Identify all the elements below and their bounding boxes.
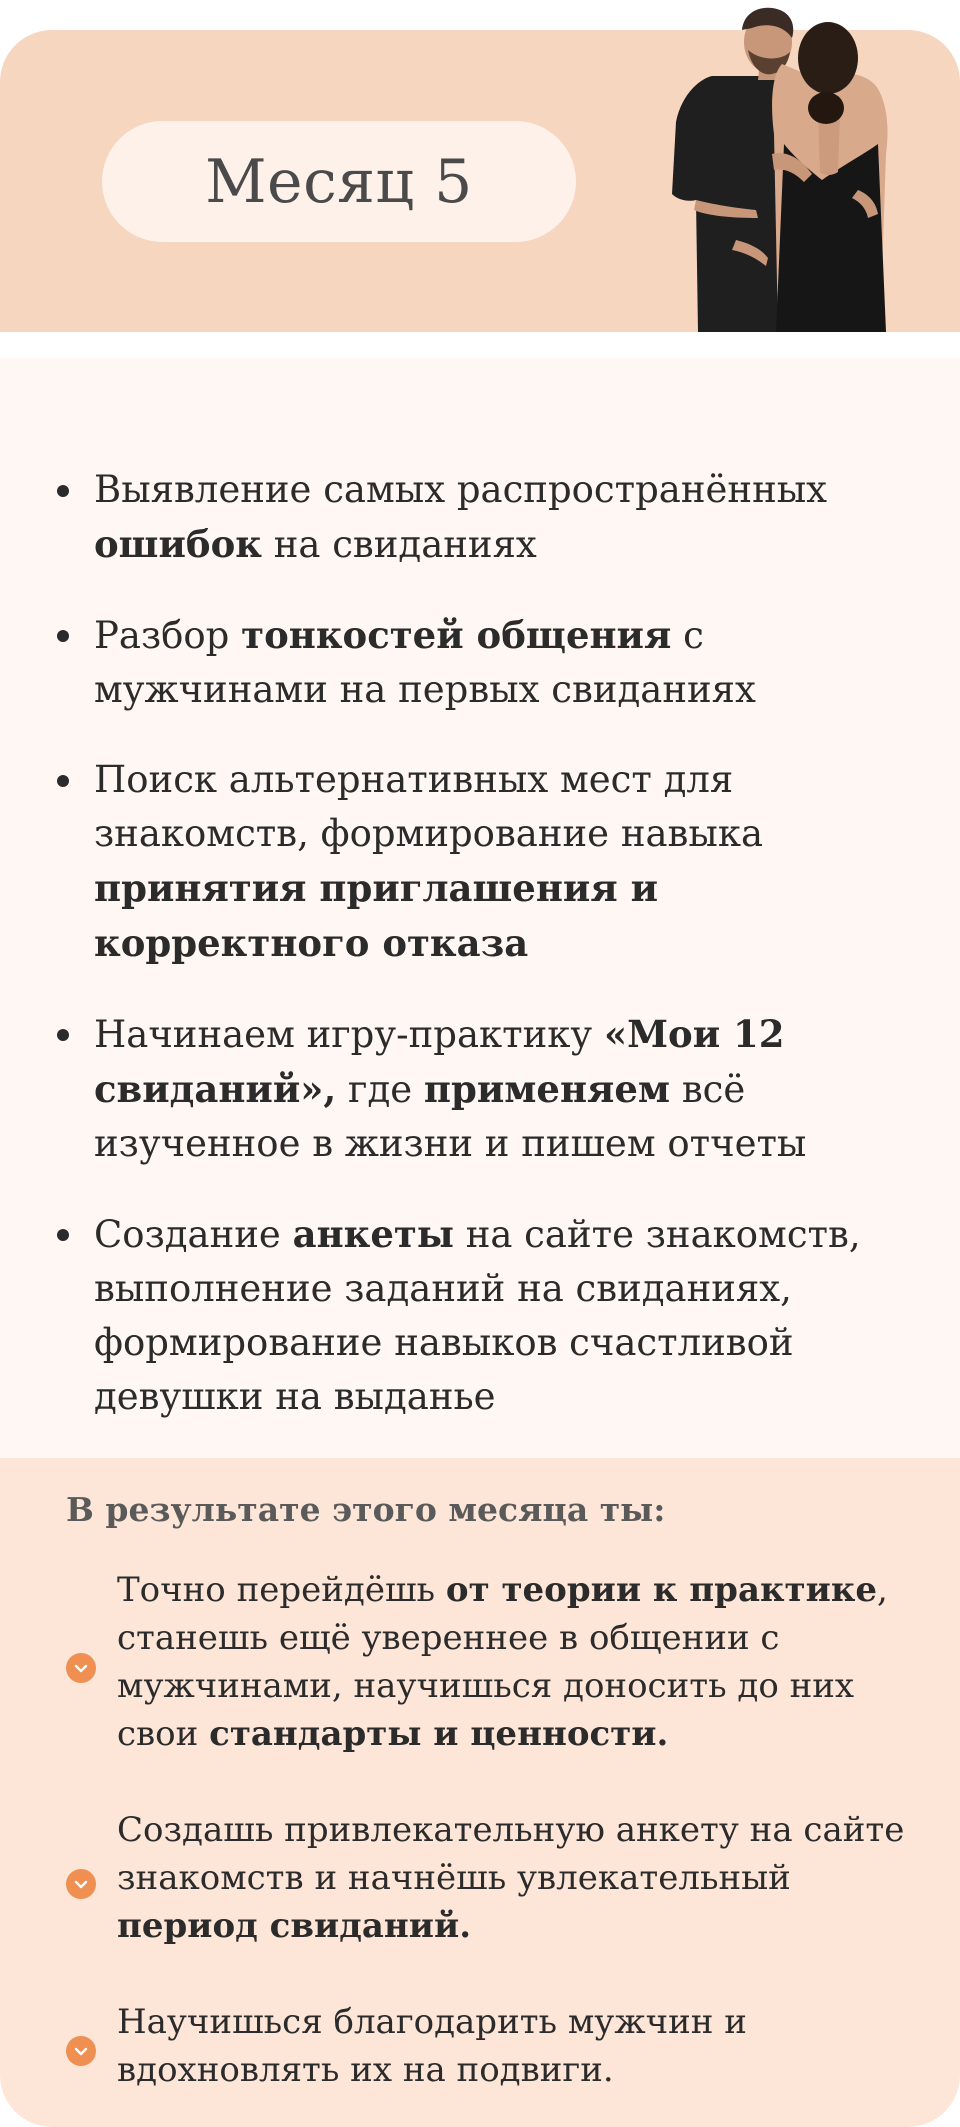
text-run: Научишься благодарить мужчин и вдохновлять их на подвиги. [117,2002,747,2090]
emphasis-text: «Мои 12 свиданий», [94,1012,785,1111]
month-title: Месяц 5 [205,146,473,217]
results-heading: В результате этого месяца ты: [66,1490,666,1529]
topics-section [0,358,960,1458]
text-run: Создание [94,1213,293,1256]
emphasis-text: тонкостей общения [241,613,672,657]
bullet-icon [57,1029,69,1041]
text-run: Начинаем игру-практику [94,1013,604,1056]
text-run: с мужчинами на первых свиданиях [94,614,756,711]
emphasis-text: анкеты [292,1212,454,1256]
emphasis-text: применяем [423,1067,671,1111]
month-header [0,30,960,332]
text-run: на сайте знакомств, выполнение заданий на свиданиях, формирование навыков счастливой девушки на выданье [94,1213,861,1418]
topic-item [0,1207,960,1424]
text-run: Создашь привлекательную анкету на сайте знакомств и начнёшь увлекательный [117,1810,905,1898]
emphasis-text: от теории к практике [445,1570,877,1610]
emphasis-text: стандарты и ценности. [209,1714,669,1754]
bullet-icon [57,630,69,642]
topic-item [0,608,960,717]
text-run: Поиск альтернативных мест для знакомств, формирование навыка [94,758,763,855]
month-title-pill [102,121,576,242]
woman-figure [772,22,888,332]
text-run: на свиданиях [261,523,537,566]
text-run: всё изученное в жизни и пишем отчеты [94,1068,807,1165]
emphasis-text: принятия приглашения и корректного отказа [94,866,659,965]
bullet-icon [57,775,69,787]
text-run: Точно перейдёшь [117,1570,446,1610]
bullet-icon [57,1229,69,1241]
chevron-down-circle-icon [66,2036,96,2066]
bullet-icon [57,485,69,497]
emphasis-text: ошибок [94,522,262,566]
text-run: Разбор [94,614,242,657]
text-run: Выявление самых распространённых [94,468,828,511]
chevron-down-circle-icon [66,1869,96,1899]
topic-item [0,463,960,572]
topic-item [0,1007,960,1171]
result-text [117,1566,917,1758]
couple-photo [672,4,898,332]
results-section [0,1458,960,2127]
chevron-down-circle-icon [66,1653,96,1683]
result-text [117,1806,917,1950]
topics-list [0,463,960,1460]
emphasis-text: период свиданий. [117,1906,472,1946]
text-run: , станешь ещё увереннее в общении с мужчинами, научишься доносить до них свои [117,1570,888,1754]
result-text [117,1998,917,2094]
topic-item [0,753,960,971]
text-run: где [336,1068,424,1111]
